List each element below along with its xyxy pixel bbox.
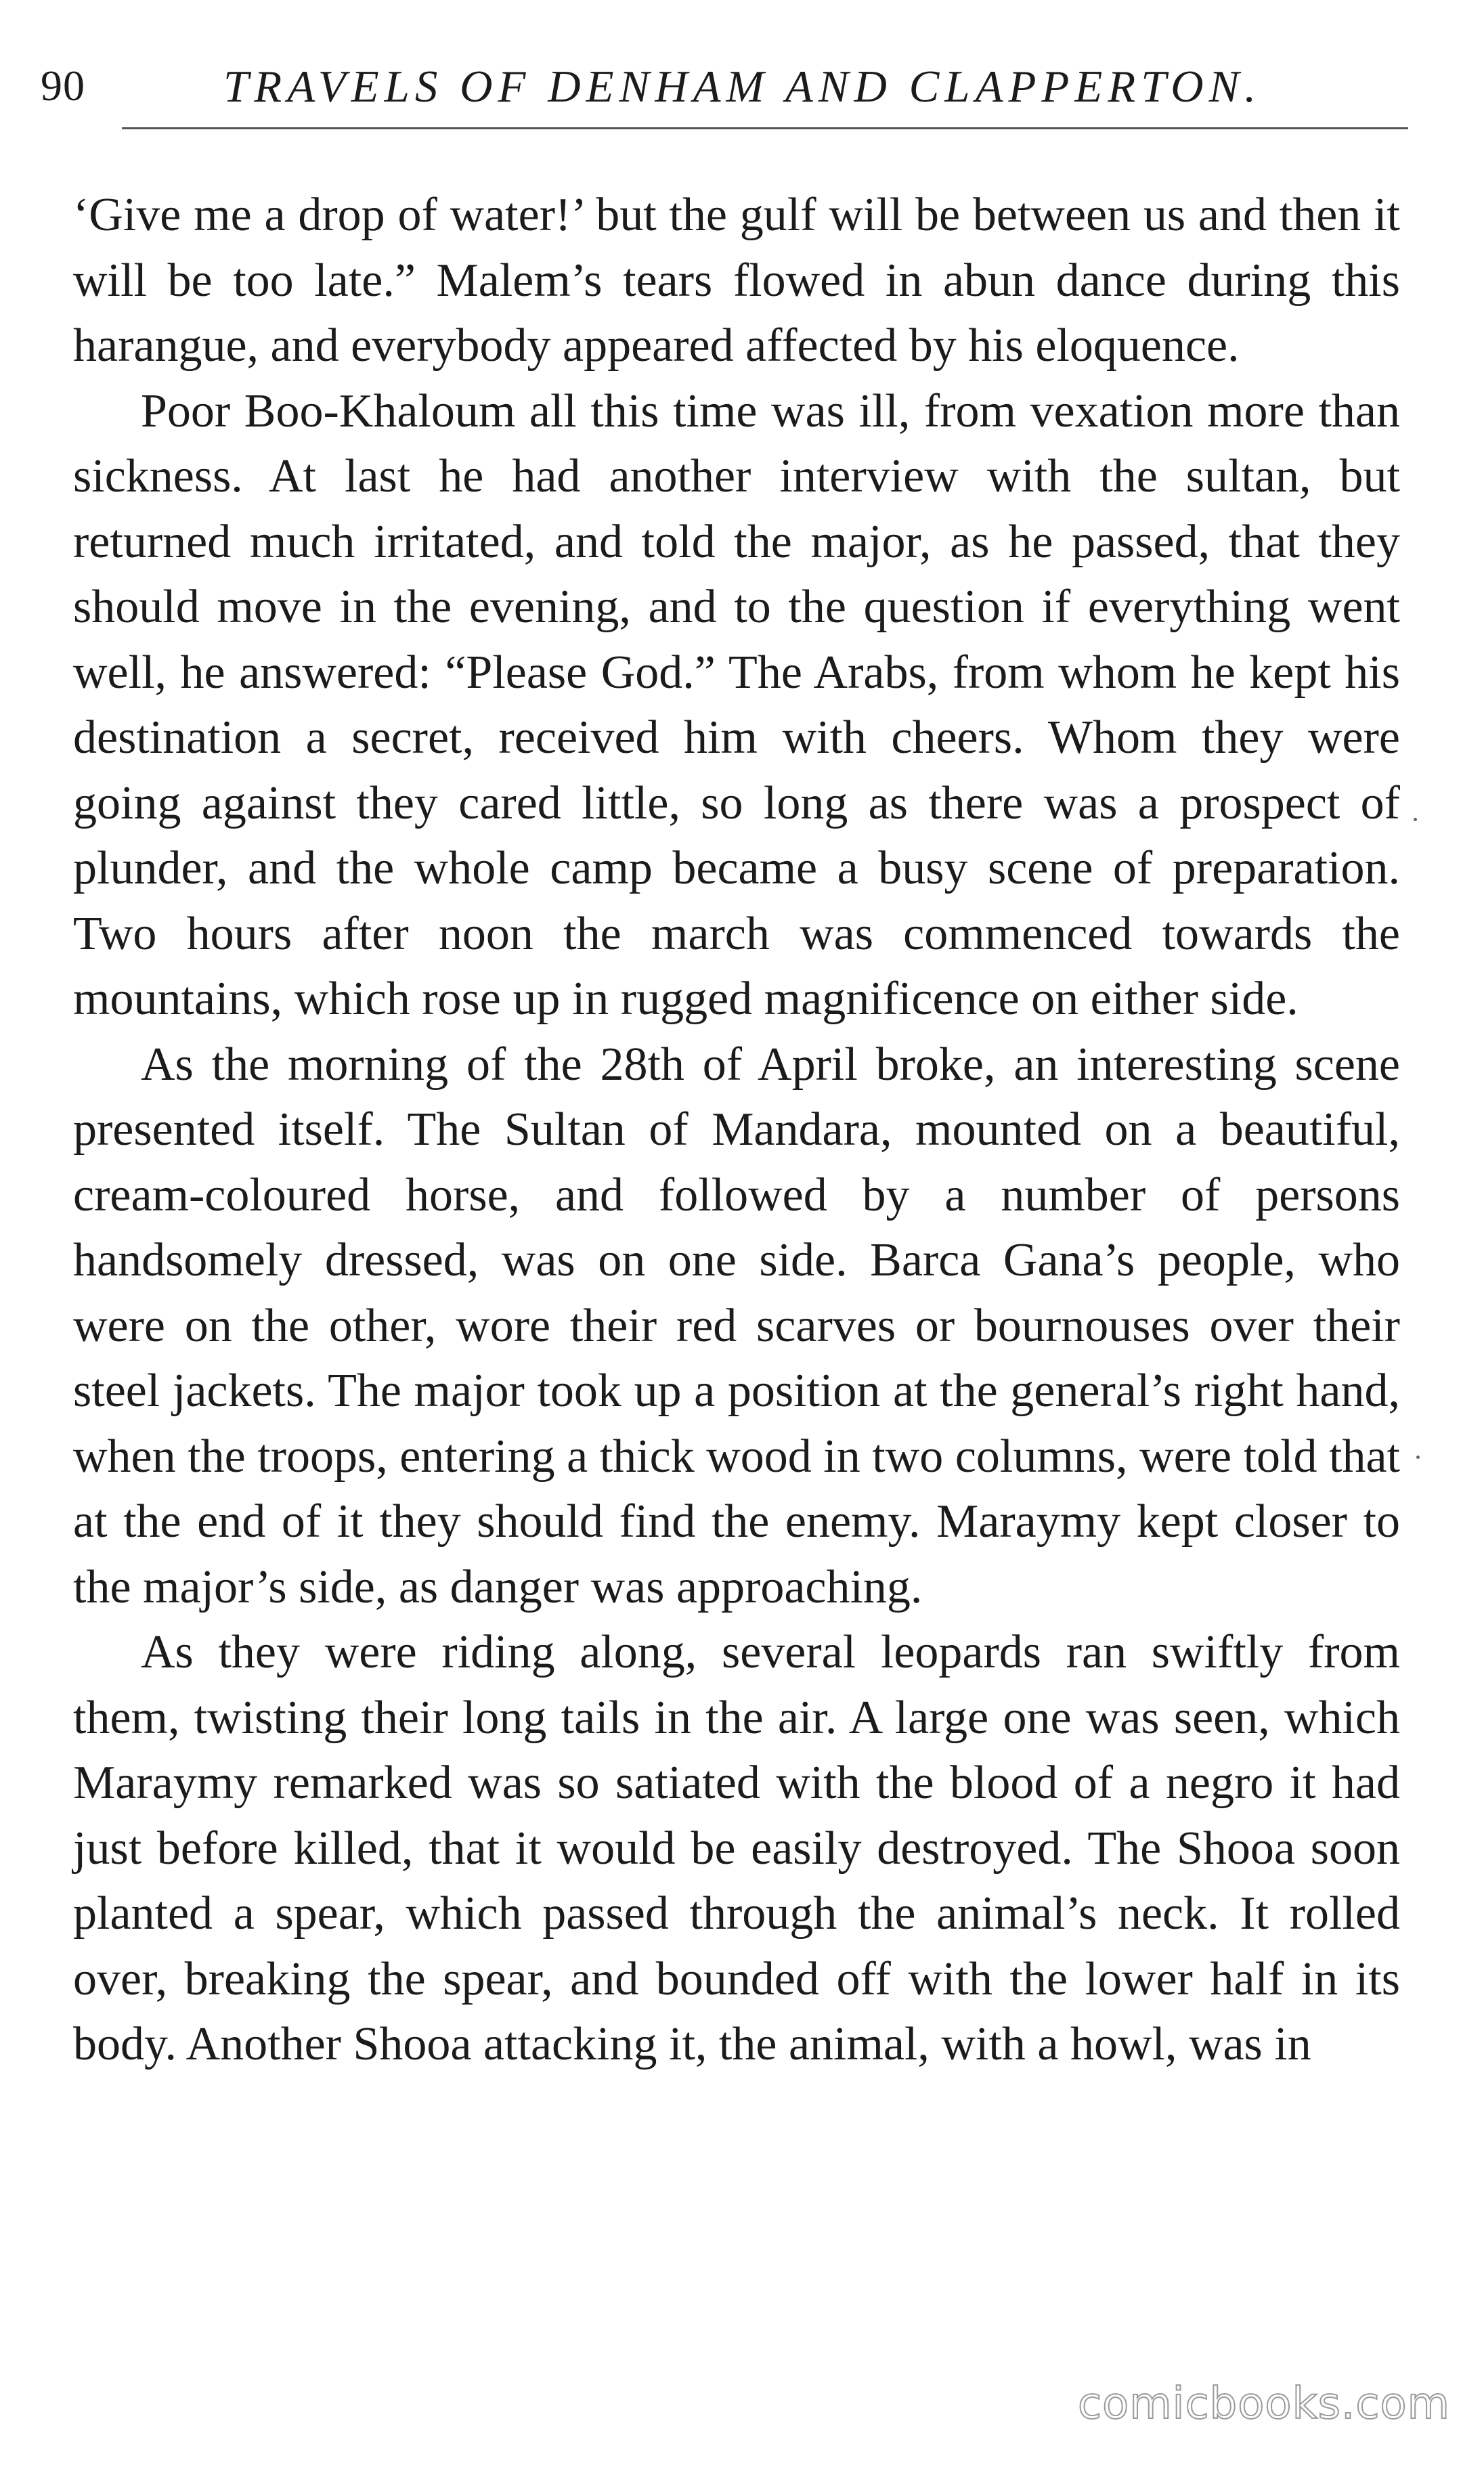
paragraph-2: Poor Boo-Khaloum all this time was ill, from vexation more than sickness. At last he had another interview with the sultan, but returned much irritated, and told the major, as he passed, that they should move in the evening, and to the question if everything went well, he answered: “Please God.” The Arabs, from whom he kept his destination a secret, received him with cheers. Whom they were going against they cared little, so long as there was a prospect of plunder, and the whole camp became a busy scene of preparation. Two hours after noon the march was commenced towards the mountains, which rose up in rugged magnificence on either side. — [73, 385, 1400, 1025]
body-text — [73, 183, 1400, 2078]
paragraph-3: As the morning of the 28th of April broke, an interesting scene presented itself. The Sultan of Mandara, mounted on a beautiful, cream-coloured horse, and followed by a number of persons handsomely dressed, was on one side. Barca Gana’s people, who were on the other, wore their red scarves or bournouses over their steel jackets. The major took up a position at the general’s right hand, when the troops, entering a thick wood in two columns, were told that at the end of it they should find the enemy. Maraymy kept closer to the major’s side, as danger was approaching. — [73, 1038, 1400, 1613]
running-title: TRAVELS OF DENHAM AND CLAPPERTON. — [223, 62, 1262, 112]
print-speck — [1416, 1456, 1420, 1459]
paragraph-4: As they were riding along, several leopards ran swiftly from them, twisting their long tails in the air. A large one was seen, which Maraymy remarked was so satiated with the blood of a negro it had just before killed, that it would be easily destroyed. The Shooa soon planted a spear, which passed through the animal’s neck. It rolled over, breaking the spear, and bounded off with the lower half in its body. Another Shooa attacking it, the animal, with a howl, was in — [73, 1626, 1400, 2070]
paragraph-1: ‘Give me a drop of water!’ but the gulf will be between us and then it will be too late.” Malem’s tears flowed in abun dance during this harangue, and everybody appeared affected by his eloquence. — [73, 189, 1400, 372]
page-number: 90 — [41, 62, 85, 110]
print-speck — [1414, 818, 1417, 821]
page-header — [41, 61, 1395, 122]
header-rule — [122, 127, 1408, 129]
watermark: comicbooks.com — [1077, 2379, 1450, 2429]
